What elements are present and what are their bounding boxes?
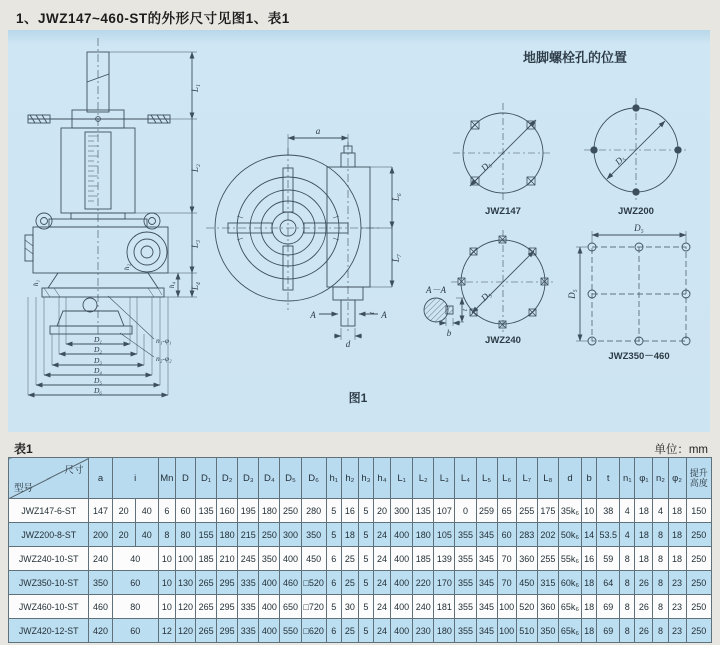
cell-L₂: 230 [413, 619, 434, 643]
col-header-D₃: D₃ [238, 458, 259, 499]
cell-i: 40 [112, 547, 158, 571]
cell-D₄: 250 [259, 523, 280, 547]
dimensions-table [8, 457, 712, 643]
cell-L₆: 60 [497, 523, 516, 547]
model-cell: JWZ420-12-ST [9, 619, 89, 643]
cell-L₈: 315 [537, 571, 558, 595]
cell-L₅: 345 [476, 595, 497, 619]
cell-h₁: 6 [326, 547, 341, 571]
cell-i-2: 40 [135, 499, 158, 523]
cell-φ₂: 18 [668, 523, 686, 547]
col-header-n₂: n₂ [653, 458, 668, 499]
dim-d5-jwz240: D₅ [478, 288, 493, 303]
cell-L₄: 355 [455, 523, 476, 547]
table-row [9, 595, 712, 619]
col-header-Mn: Mn [158, 458, 175, 499]
cell-n₁: 8 [620, 619, 635, 643]
cell-Mn: 8 [158, 523, 175, 547]
dim-t-section: t [460, 308, 469, 312]
cell-b: 14 [582, 523, 597, 547]
cell-b: 18 [582, 595, 597, 619]
cell-L₁: 400 [391, 523, 413, 547]
cell-D₂: 295 [217, 571, 238, 595]
col-header-b: b [582, 458, 597, 499]
col-header-D₁: D₁ [196, 458, 217, 499]
cell-提升高度: 250 [686, 619, 711, 643]
col-header-t: t [597, 458, 620, 499]
cell-φ₂: 18 [668, 499, 686, 523]
cell-D₅: 550 [280, 619, 301, 643]
cell-h₃: 5 [358, 619, 373, 643]
col-header-n₁: n₁ [620, 458, 635, 499]
cell-L₆: 100 [497, 595, 516, 619]
col-header-h₄: h₄ [373, 458, 390, 499]
cell-L₈: 255 [537, 547, 558, 571]
cell-h₂: 25 [341, 571, 358, 595]
cell-L₄: 355 [455, 547, 476, 571]
cell-n₁: 4 [620, 523, 635, 547]
cell-b: 16 [582, 547, 597, 571]
section-title-aa: A－A [426, 285, 446, 295]
model-cell: JWZ350-10-ST [9, 571, 89, 595]
cell-D₆: 280 [301, 499, 326, 523]
dim-section-arrow-a-right: A [381, 310, 387, 320]
col-header-D₄: D₄ [259, 458, 280, 499]
cell-h₁: 5 [326, 499, 341, 523]
cell-L₃: 180 [434, 619, 455, 643]
cell-L₁: 400 [391, 619, 413, 643]
cell-D₁: 265 [196, 595, 217, 619]
cell-L₅: 345 [476, 523, 497, 547]
cell-n₂: 8 [653, 547, 668, 571]
col-header-h₃: h₃ [358, 458, 373, 499]
cell-d: 55k₆ [558, 547, 581, 571]
cell-t: 59 [597, 547, 620, 571]
dim-section-arrow-a-left: A [310, 310, 316, 320]
cell-h₁: 6 [326, 619, 341, 643]
cell-b: 18 [582, 571, 597, 595]
cell-d: 50k₆ [558, 523, 581, 547]
cell-L₈: 360 [537, 595, 558, 619]
bolt-hole-diagrams [451, 98, 690, 345]
dim-d4: D₄ [93, 366, 103, 375]
cell-D₅: 250 [280, 499, 301, 523]
dim-l1: L₁ [190, 83, 200, 93]
cell-L₇: 283 [516, 523, 537, 547]
dim-a: a [315, 126, 321, 136]
cell-L₅: 345 [476, 619, 497, 643]
cell-h₃: 5 [358, 571, 373, 595]
cell-L₁: 400 [391, 571, 413, 595]
cell-L₃: 107 [434, 499, 455, 523]
cell-d: 65k₆ [558, 595, 581, 619]
cell-D₃: 335 [238, 571, 259, 595]
jwz147-label: JWZ147 [485, 206, 521, 217]
cell-L₇: 255 [516, 499, 537, 523]
cell-Mn: 10 [158, 595, 175, 619]
cell-D₆: 350 [301, 523, 326, 547]
col-header-D₆: D₆ [301, 458, 326, 499]
cell-D₆: □620 [301, 619, 326, 643]
corner-model-label: 型号 [14, 483, 34, 494]
cell-a: 240 [89, 547, 112, 571]
cell-D₂: 160 [217, 499, 238, 523]
cell-h₂: 25 [341, 547, 358, 571]
dim-d5-chain: D₅ [93, 376, 103, 385]
cell-i: 60 [112, 571, 158, 595]
cell-提升高度: 250 [686, 547, 711, 571]
cell-提升高度: 250 [686, 571, 711, 595]
table-row [9, 523, 712, 547]
cell-h₃: 5 [358, 547, 373, 571]
dim-h1: h₁ [31, 279, 40, 287]
cell-D₄: 180 [259, 499, 280, 523]
cell-L₆: 100 [497, 619, 516, 643]
cell-L₃: 139 [434, 547, 455, 571]
cell-D₄: 400 [259, 595, 280, 619]
col-header-D₂: D₂ [217, 458, 238, 499]
cell-D₁: 265 [196, 571, 217, 595]
cell-i: 60 [112, 619, 158, 643]
table-caption: 表1 [14, 442, 33, 456]
cell-D₁: 265 [196, 619, 217, 643]
col-header-提升高度: 提升高度 [686, 458, 711, 499]
cell-D: 120 [175, 619, 195, 643]
dim-d1: D₁ [93, 335, 103, 344]
col-header-φ₂: φ₂ [668, 458, 686, 499]
cell-D₁: 135 [196, 499, 217, 523]
cell-t: 69 [597, 619, 620, 643]
unit-label: 单位：mm [654, 444, 708, 456]
cell-h₂: 18 [341, 523, 358, 547]
cell-Mn: 10 [158, 571, 175, 595]
page-title: 1、JWZ147~460-ST的外形尺寸见图1、表1 [16, 11, 290, 26]
figure-1-drawing [8, 30, 710, 432]
cell-D: 60 [175, 499, 195, 523]
dim-d5-square-left: D₅ [567, 289, 577, 299]
model-cell: JWZ147-6-ST [9, 499, 89, 523]
cell-D₃: 195 [238, 499, 259, 523]
cell-n₂: 8 [653, 571, 668, 595]
cell-d: 60k₆ [558, 571, 581, 595]
table-row [9, 499, 712, 523]
cell-h₄: 24 [373, 523, 390, 547]
cell-L₆: 70 [497, 571, 516, 595]
cell-L₈: 202 [537, 523, 558, 547]
dim-d5-jwz147: D₅ [478, 158, 493, 173]
cell-L₂: 180 [413, 523, 434, 547]
cell-n₂: 8 [653, 595, 668, 619]
cell-Mn: 6 [158, 499, 175, 523]
cell-a: 420 [89, 619, 112, 643]
cell-D₁: 155 [196, 523, 217, 547]
corner-size-label: 尺寸 [64, 465, 84, 476]
cell-i-1: 20 [112, 523, 135, 547]
cell-D₃: 335 [238, 619, 259, 643]
cell-D: 120 [175, 595, 195, 619]
dim-d2: D₂ [93, 345, 103, 354]
cell-D₅: 650 [280, 595, 301, 619]
cell-D₅: 400 [280, 547, 301, 571]
cell-D₆: 450 [301, 547, 326, 571]
cell-a: 200 [89, 523, 112, 547]
dim-h4: h₄ [167, 281, 176, 289]
cell-L₇: 450 [516, 571, 537, 595]
cell-L₂: 135 [413, 499, 434, 523]
col-header-L₇: L₇ [516, 458, 537, 499]
col-header-L₈: L₈ [537, 458, 558, 499]
cell-h₁: 5 [326, 595, 341, 619]
col-header-h₁: h₁ [326, 458, 341, 499]
cell-n₁: 4 [620, 499, 635, 523]
cell-D₆: □520 [301, 571, 326, 595]
dim-d: d [345, 339, 351, 349]
cell-φ₂: 23 [668, 619, 686, 643]
cell-Mn: 10 [158, 547, 175, 571]
dim-h2: h₂ [122, 263, 131, 271]
cell-a: 147 [89, 499, 112, 523]
cell-D₄: 400 [259, 571, 280, 595]
cell-D₅: 460 [280, 571, 301, 595]
cell-D₄: 400 [259, 619, 280, 643]
col-header-φ₁: φ₁ [635, 458, 653, 499]
cell-h₂: 30 [341, 595, 358, 619]
cell-L₂: 220 [413, 571, 434, 595]
bolt-section-title: 地脚螺栓孔的位置 [522, 50, 628, 65]
cell-L₅: 345 [476, 571, 497, 595]
dim-d3: D₃ [93, 356, 103, 365]
header-row [9, 458, 712, 499]
cell-L₈: 350 [537, 619, 558, 643]
jwz200-label: JWZ200 [618, 206, 654, 217]
cell-n₁: 8 [620, 547, 635, 571]
cell-提升高度: 250 [686, 523, 711, 547]
col-header-L₂: L₂ [413, 458, 434, 499]
cell-L₂: 185 [413, 547, 434, 571]
cell-n₂: 4 [653, 499, 668, 523]
cell-i-2: 40 [135, 523, 158, 547]
model-cell: JWZ460-10-ST [9, 595, 89, 619]
col-header-L₆: L₆ [497, 458, 516, 499]
cell-L₇: 360 [516, 547, 537, 571]
model-cell: JWZ240-10-ST [9, 547, 89, 571]
cell-L₄: 0 [455, 499, 476, 523]
cell-φ₁: 18 [635, 547, 653, 571]
cell-h₄: 20 [373, 499, 390, 523]
cell-φ₁: 18 [635, 523, 653, 547]
dim-l7: L₇ [391, 253, 401, 263]
col-header-D: D [175, 458, 195, 499]
cell-h₄: 24 [373, 547, 390, 571]
cell-L₃: 170 [434, 571, 455, 595]
col-header-L₁: L₁ [391, 458, 413, 499]
col-header-L₅: L₅ [476, 458, 497, 499]
cell-a: 460 [89, 595, 112, 619]
cell-L₈: 175 [537, 499, 558, 523]
cell-d: 65k₆ [558, 619, 581, 643]
cell-h₃: 5 [358, 523, 373, 547]
cell-D₂: 180 [217, 523, 238, 547]
cell-n₂: 8 [653, 619, 668, 643]
cell-h₄: 24 [373, 571, 390, 595]
cell-D₆: □720 [301, 595, 326, 619]
cell-h₃: 5 [358, 595, 373, 619]
cell-h₄: 24 [373, 619, 390, 643]
dim-d5-jwz200: D₅ [612, 152, 627, 167]
cell-L₁: 300 [391, 499, 413, 523]
dim-l2: L₂ [190, 163, 200, 173]
cell-φ₁: 26 [635, 619, 653, 643]
cell-b: 10 [582, 499, 597, 523]
cell-D₂: 210 [217, 547, 238, 571]
cell-L₁: 400 [391, 547, 413, 571]
cell-b: 18 [582, 619, 597, 643]
cell-φ₂: 23 [668, 595, 686, 619]
cell-L₁: 400 [391, 595, 413, 619]
cell-L₃: 181 [434, 595, 455, 619]
cell-a: 350 [89, 571, 112, 595]
jwz350-460-label: JWZ350－460 [608, 351, 670, 362]
cell-D₅: 300 [280, 523, 301, 547]
col-header-a: a [89, 458, 112, 499]
cell-L₆: 70 [497, 547, 516, 571]
col-header-d: d [558, 458, 581, 499]
cell-D: 130 [175, 571, 195, 595]
cell-φ₂: 18 [668, 547, 686, 571]
cell-D₄: 350 [259, 547, 280, 571]
cell-D: 100 [175, 547, 195, 571]
cell-D₁: 185 [196, 547, 217, 571]
col-header-i: i [112, 458, 158, 499]
cell-h₂: 16 [341, 499, 358, 523]
cell-L₅: 345 [476, 547, 497, 571]
jwz240-label: JWZ240 [485, 335, 521, 346]
cell-i-1: 20 [112, 499, 135, 523]
cell-h₁: 6 [326, 571, 341, 595]
cell-D₃: 335 [238, 595, 259, 619]
cell-φ₁: 26 [635, 571, 653, 595]
cell-D: 80 [175, 523, 195, 547]
cell-φ₁: 26 [635, 595, 653, 619]
figure-panel [8, 30, 710, 432]
cell-i: 80 [112, 595, 158, 619]
cell-t: 64 [597, 571, 620, 595]
cell-t: 53.5 [597, 523, 620, 547]
cell-L₃: 105 [434, 523, 455, 547]
cell-L₂: 240 [413, 595, 434, 619]
dim-b: b [446, 328, 452, 338]
cell-h₃: 5 [358, 499, 373, 523]
col-header-h₂: h₂ [341, 458, 358, 499]
note-n1-phi1: n₁-φ₁ [156, 336, 172, 345]
col-header-L₃: L₃ [434, 458, 455, 499]
cell-L₄: 355 [455, 619, 476, 643]
table-row [9, 619, 712, 643]
dim-d5-square-top: D₅ [634, 223, 644, 233]
cell-L₅: 259 [476, 499, 497, 523]
table-row [9, 571, 712, 595]
note-n2-phi2: n₂-φ₂ [156, 354, 172, 363]
cell-D₃: 215 [238, 523, 259, 547]
col-header-D₅: D₅ [280, 458, 301, 499]
model-cell: JWZ200-8-ST [9, 523, 89, 547]
cell-d: 35k₆ [558, 499, 581, 523]
dim-l3: L₃ [190, 239, 200, 249]
cell-n₁: 8 [620, 571, 635, 595]
cell-L₆: 65 [497, 499, 516, 523]
cell-h₁: 5 [326, 523, 341, 547]
cell-L₄: 355 [455, 595, 476, 619]
cell-h₄: 24 [373, 595, 390, 619]
cell-t: 38 [597, 499, 620, 523]
cell-h₂: 25 [341, 619, 358, 643]
cell-D₂: 295 [217, 595, 238, 619]
cell-φ₂: 23 [668, 571, 686, 595]
cell-D₃: 245 [238, 547, 259, 571]
corner-cell [9, 458, 89, 499]
dim-t-shaft: t [367, 311, 376, 315]
dim-l6: L₆ [391, 192, 401, 202]
table-row [9, 547, 712, 571]
cell-n₂: 8 [653, 523, 668, 547]
col-header-L₄: L₄ [455, 458, 476, 499]
cell-D₂: 295 [217, 619, 238, 643]
cell-L₇: 520 [516, 595, 537, 619]
cell-t: 69 [597, 595, 620, 619]
cell-φ₁: 18 [635, 499, 653, 523]
cell-L₄: 355 [455, 571, 476, 595]
cell-L₇: 510 [516, 619, 537, 643]
plan-view-drawing [206, 134, 464, 340]
cell-Mn: 12 [158, 619, 175, 643]
cell-提升高度: 150 [686, 499, 711, 523]
figure-caption: 图1 [348, 391, 368, 405]
cell-n₁: 8 [620, 595, 635, 619]
dim-l4: L₄ [190, 281, 200, 291]
dim-d6: D₆ [93, 386, 103, 395]
cell-提升高度: 250 [686, 595, 711, 619]
